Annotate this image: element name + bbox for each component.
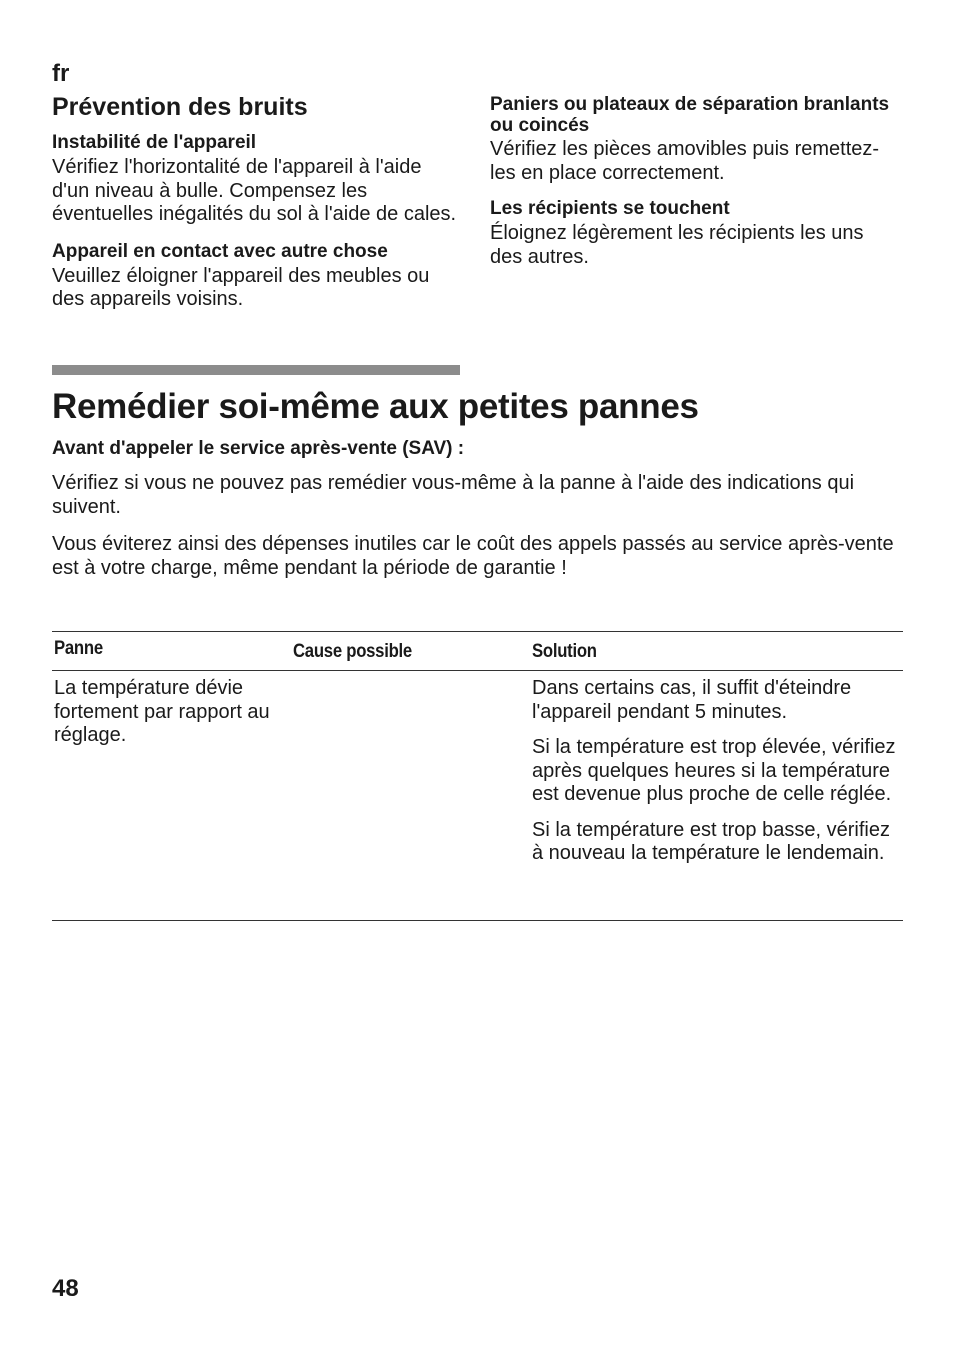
noise-section-right [490, 94, 900, 282]
solution-step: Dans certains cas, il suffit d'éteindre l'appareil pendant 5 minutes. [532, 677, 852, 723]
troubleshoot-para-1: Vérifiez si vous ne pouvez pas remédier vous-même à la panne à l'aide des indications qui suivent. [52, 472, 855, 518]
item-text-baskets: Vérifiez les pièces amovibles puis remettez-les en place correctement. [490, 138, 880, 184]
section-divider-bar [52, 365, 460, 375]
solution-step: Si la température est trop basse, vérifiez à nouveau la température le lendemain. [532, 818, 890, 864]
cell-solution [532, 677, 902, 878]
item-text-contact: Veuillez éloigner l'appareil des meubles ou des appareils voisins. [52, 264, 430, 310]
troubleshoot-intro [52, 438, 902, 594]
column-header-solution: Solution [532, 641, 597, 662]
item-heading-contact: Appareil en contact avec autre chose [52, 240, 388, 262]
cell-panne: La température dévie fortement par rapport au réglage. [54, 677, 270, 746]
solution-step: Si la température est trop élevée, vérifiez après quelques heures si la température est devenue plus proche de celle réglée. [532, 736, 896, 805]
section-title-noise: Prévention des bruits [52, 93, 308, 121]
troubleshooting-table [52, 631, 903, 921]
item-heading-containers: Les récipients se touchent [490, 198, 730, 219]
item-heading-instability: Instabilité de l'appareil [52, 132, 257, 153]
troubleshoot-para-2: Vous éviterez ainsi des dépenses inutiles car le coût des appels passés au service après-vente est à votre charge, même pendant la période de garantie ! [52, 533, 894, 579]
item-text-containers: Éloignez légèrement les récipients les uns des autres. [490, 222, 864, 268]
language-marker: fr [52, 60, 70, 87]
item-heading-baskets: Paniers ou plateaux de séparation branlants ou coincés [490, 94, 890, 136]
column-header-cause: Cause possible [293, 641, 412, 662]
item-text-instability: Vérifiez l'horizontalité de l'appareil à l'aide d'un niveau à bulle. Compensez les éventuelles inégalités du sol à l'aide de cales. [52, 156, 457, 225]
noise-section-left [52, 92, 457, 326]
page-number: 48 [52, 1275, 79, 1302]
page-title: Remédier soi-même aux petites pannes [52, 387, 699, 426]
table-header-row [52, 631, 903, 671]
troubleshoot-subheading: Avant d'appeler le service après-vente (SAV) : [52, 438, 465, 459]
table-row [52, 671, 903, 921]
column-header-panne: Panne [54, 638, 103, 659]
